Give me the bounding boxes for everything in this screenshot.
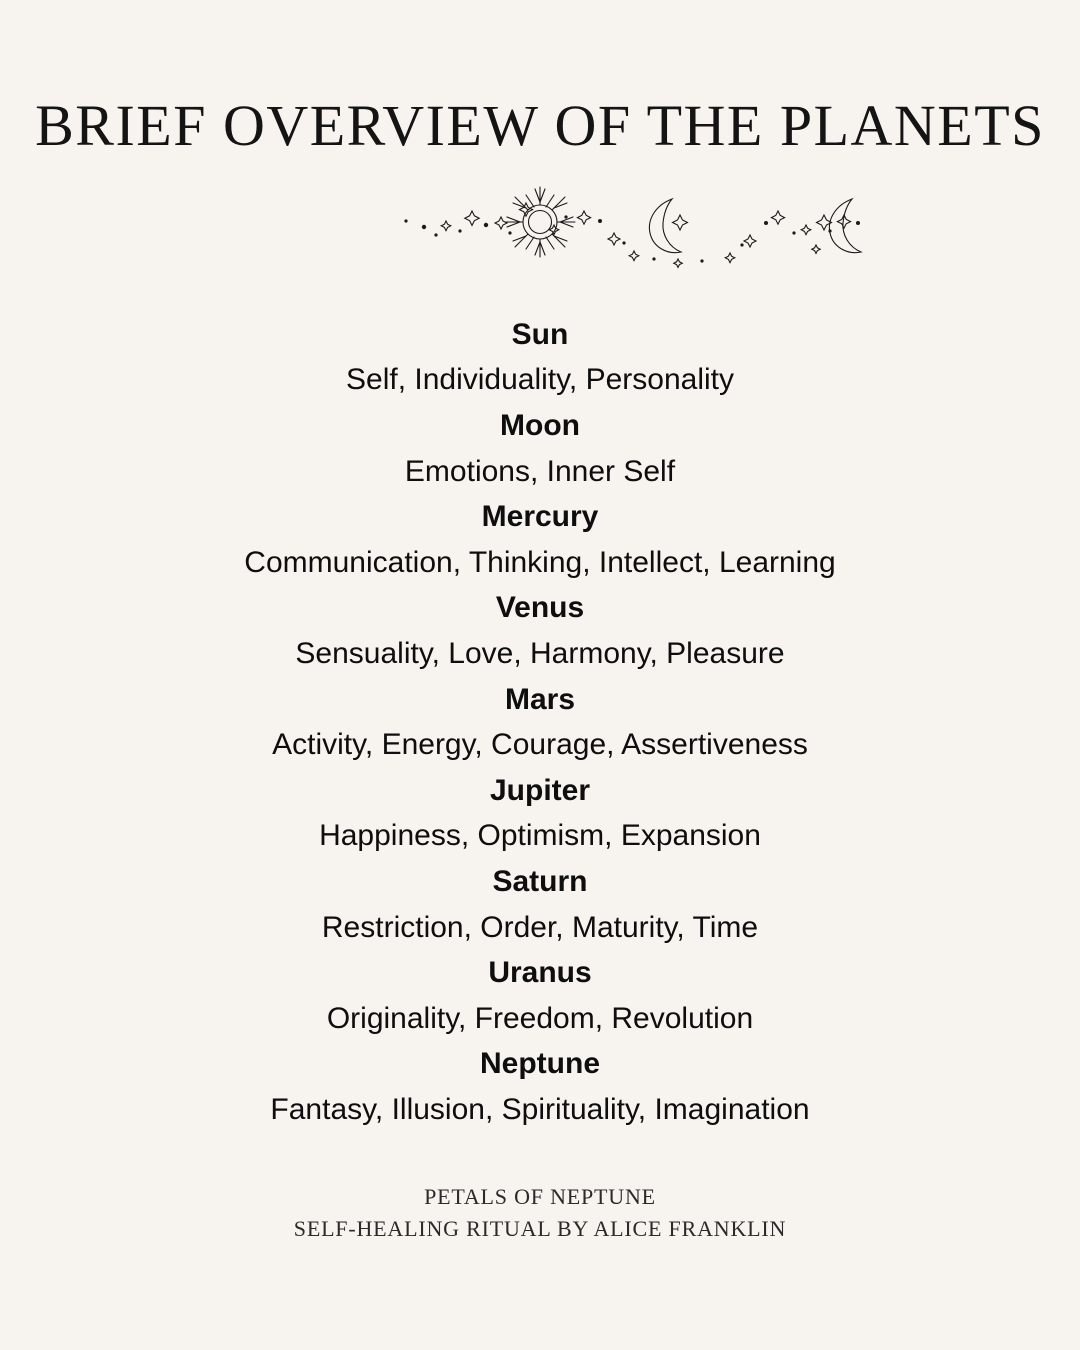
list-item: Saturn (492, 865, 588, 899)
list-item: Restriction, Order, Maturity, Time (321, 910, 759, 944)
list-item: Happiness, Optimism, Expansion (319, 819, 761, 853)
list-item: Mercury (481, 500, 599, 534)
list-item: Originality, Freedom, Revolution (326, 1001, 754, 1035)
list-item: Moon (500, 409, 580, 443)
list-item: Sun (511, 317, 569, 351)
list-item: Self, Individuality, Personality (346, 363, 734, 397)
list-item: Fantasy, Illusion, Spirituality, Imagination (270, 1092, 810, 1126)
footer-brand: PETALS OF NEPTUNE (424, 1184, 656, 1210)
footer-credit: SELF-HEALING RITUAL BY ALICE FRANKLIN (293, 1216, 787, 1242)
list-item: Jupiter (489, 773, 591, 807)
list-item: Activity, Energy, Courage, Assertiveness (272, 728, 808, 762)
list-item: Uranus (488, 956, 592, 990)
sun-moon-stars-divider-icon (210, 175, 870, 270)
list-item: Emotions, Inner Self (404, 454, 676, 488)
list-item: Neptune (480, 1047, 600, 1081)
list-item: Communication, Thinking, Intellect, Learning (244, 545, 836, 579)
footer (0, 1181, 1080, 1245)
list-item: Sensuality, Love, Harmony, Pleasure (295, 637, 785, 671)
list-item: Venus (495, 591, 585, 625)
list-item: Mars (504, 682, 576, 716)
planet-list (60, 312, 1020, 1133)
page-title: BRIEF OVERVIEW OF THE PLANETS (35, 93, 1045, 158)
